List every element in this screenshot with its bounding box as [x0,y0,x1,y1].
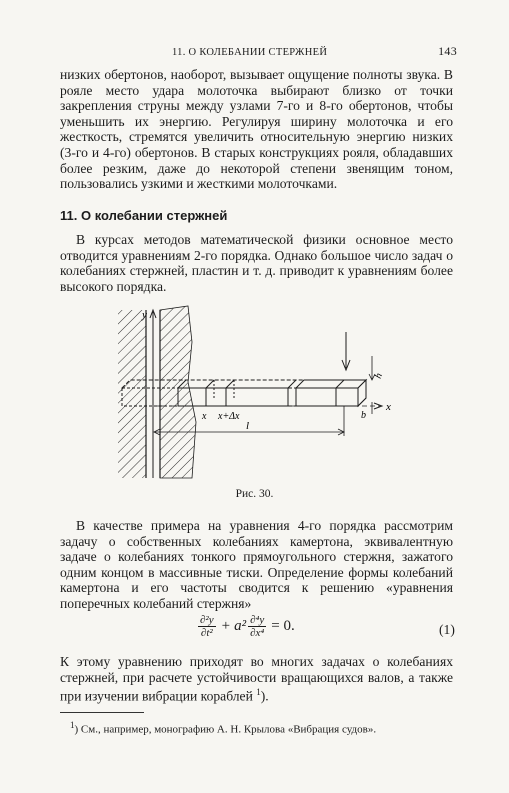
x-label: x [202,411,207,422]
beam-end [296,380,366,406]
paragraph-2: В курсах методов математической физики основное место отводится уравнениям 2-го порядка. Однако большое число задач о колебаниях стержней, пластин и т. д. приводит к уравнениям более высокого порядка. [60,232,453,294]
running-header [60,44,457,59]
paragraph-3: В качестве примера на уравнения 4-го порядка рассмотрим задачу о собственных колебаниях камертона, эквивалентную задаче о колебаниях тонкого прямоугольного стержня, зажатого одним концом в массивные тиски. Определение формы колебаний камертона и его частоты сводится к решению «уравнения поперечных колебаний стержня» [60,518,453,611]
equation-number: (1) [439,622,455,637]
page-number: 143 [438,44,457,58]
x-dx-label: x+Δx [218,411,240,422]
frac-d4y-dx4: $\frac{\text{∂⁴y}}{\text{∂x⁴}}$ [250,614,265,639]
figure-caption: Рис. 30. [235,488,274,500]
section-heading: 11. О колебании стержней [60,208,228,223]
footnote-ref: 1 [256,687,261,698]
paragraph-4: К этому уравнению приходят во многих задачах о колебаниях стержней, при расчете устойчивости вращающихся валов, а также при изучении вибрации кораблей $^1$). [60,654,453,704]
footnote: $^1$) См., например, монографию А. Н. Крылова «Вибрация судов». [70,720,377,736]
equation-body: $\frac{\text{∂²y}}{\text{∂t²}}$ + a² $\frac{\text{∂⁴y}}{\text{∂x⁴}}$ = 0. [200,614,295,639]
x-axis-label: x [386,401,391,413]
paragraph-1: низких обертонов, наоборот, вызывает ощущение полноты звука. В рояле место удара молоточка выбирают близко от точки закрепления струны между узлами 7-го и 8-го обертонов, чтобы уменьшить их энергию. Регулируя ширину молоточка и его жесткость, стремятся увеличить относительную энергию низких (3-го и 4-го) обертонов. В старых конструкциях рояля, обладавших более резким, даже до некоторой степени звенящим тоном, пользовались узкими и жесткими молоточками. [60,67,453,192]
beam-diagram [110,302,410,480]
footnote-rule [60,712,144,713]
equation-1 [0,614,509,648]
figure-30 [110,302,410,480]
b-label: b [361,410,366,421]
header-title: 11. О КОЛЕБАНИИ СТЕРЖНЕЙ [172,47,328,58]
frac-d2y-dt2: $\frac{\text{∂²y}}{\text{∂t²}}$ [200,614,214,639]
y-label: y [142,309,147,321]
l-label: l [246,420,250,432]
h-label: h [372,371,385,381]
